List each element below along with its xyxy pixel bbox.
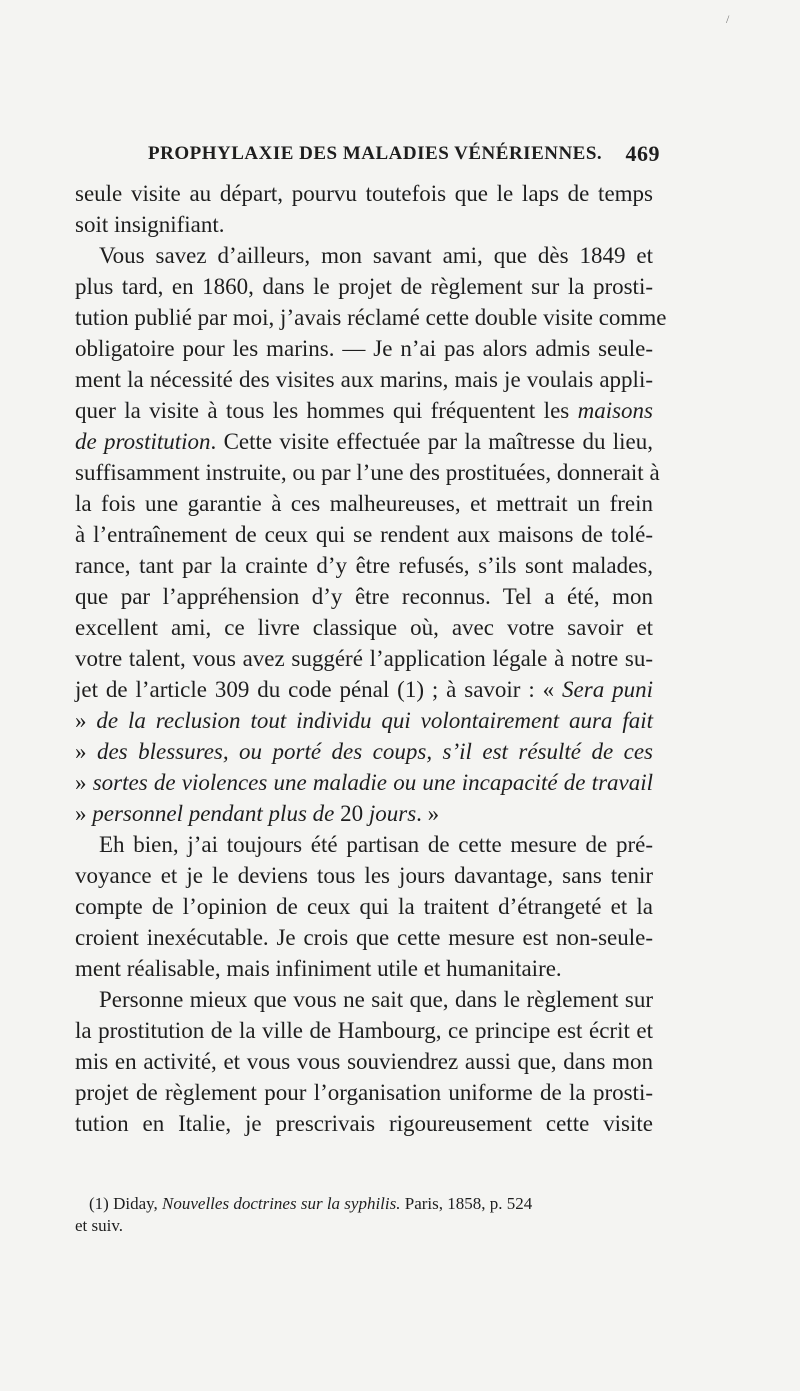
text-line: mis en activité, et vous vous souviendrez aussi que, dans mon xyxy=(75,1049,653,1074)
text-line: rance, tant par la crainte d’y être refusés, s’ils sont malades, xyxy=(75,553,653,578)
text-line: votre talent, vous avez suggéré l’application légale à notre su- xyxy=(75,646,653,671)
quote-line: » sortes de violences une maladie ou une incapacité de travail xyxy=(75,770,654,795)
footnote-continuation: et suiv. xyxy=(75,1216,124,1235)
text-line: voyance et je le deviens tous les jours davantage, sans tenir xyxy=(75,863,653,888)
text-line: la fois une garantie à ces malheureuses, et mettrait un frein xyxy=(75,491,653,516)
text-line: excellent ami, ce livre classique où, avec votre savoir et xyxy=(75,615,653,640)
text-line: de prostitution. Cette visite effectuée par la maîtresse du lieu, xyxy=(75,429,653,454)
text-line: ment réalisable, mais infiniment utile et humanitaire. xyxy=(75,956,562,981)
paragraph-start-line: Eh bien, j’ai toujours été partisan de cette mesure de pré- xyxy=(99,832,653,857)
footnote-marker: (1) xyxy=(89,1194,109,1213)
page-number: 469 xyxy=(625,141,660,166)
body-text xyxy=(75,178,667,1139)
text-line: seule visite au départ, pourvu toutefois que le laps de temps xyxy=(75,181,653,206)
text-line: obligatoire pour les marins. — Je n’ai pas alors admis seule- xyxy=(75,336,653,361)
text-line: projet de règlement pour l’organisation uniforme de la prosti- xyxy=(75,1080,653,1105)
text-line: quer la visite à tous les hommes qui fréquentent les maisons xyxy=(75,398,653,423)
text-line: ment la nécessité des visites aux marins, mais je voulais appli- xyxy=(75,367,653,392)
text-line: croient inexécutable. Je crois que cette mesure est non-seule- xyxy=(75,925,653,950)
text-line: tution publié par moi, j’avais réclamé cette double visite comme xyxy=(75,305,667,330)
quote-line: » personnel pendant plus de 20 jours. » xyxy=(75,801,440,826)
running-title: PROPHYLAXIE DES MALADIES VÉNÉRIENNES. xyxy=(148,143,603,164)
footnote-citation: Paris, 1858, p. 524 xyxy=(404,1194,533,1213)
footnote-title: Nouvelles doctrines sur la syphilis. xyxy=(162,1194,401,1213)
quote-line: » de la reclusion tout individu qui volontairement aura fait xyxy=(75,708,653,733)
paragraph-start-line: Vous savez d’ailleurs, mon savant ami, que dès 1849 et xyxy=(99,243,653,268)
paragraph-start-line: Personne mieux que vous ne sait que, dans le règlement sur xyxy=(99,987,653,1012)
running-header xyxy=(148,143,660,173)
text-line: compte de l’opinion de ceux qui la traitent d’étrangeté et la xyxy=(75,894,653,919)
footnote xyxy=(75,1193,653,1237)
text-line: à l’entraînement de ceux qui se rendent aux maisons de tolé- xyxy=(75,522,653,547)
text-line: tution en Italie, je prescrivais rigoureusement cette visite xyxy=(75,1111,653,1136)
text-line: que par l’appréhension d’y être reconnus. Tel a été, mon xyxy=(75,584,653,609)
text-line: la prostitution de la ville de Hambourg, ce principe est écrit et xyxy=(75,1018,653,1043)
stray-mark: / xyxy=(726,12,730,26)
footnote-line xyxy=(75,1193,653,1215)
text-line: soit insignifiant. xyxy=(75,212,225,237)
text-line: plus tard, en 1860, dans le projet de règlement sur la prosti- xyxy=(75,274,653,299)
text-line: jet de l’article 309 du code pénal (1) ; à savoir : « Sera puni xyxy=(75,677,653,702)
quote-line: » des blessures, ou porté des coups, s’il est résulté de ces xyxy=(75,739,653,764)
footnote-author: Diday, xyxy=(113,1194,158,1213)
text-line: suffisamment instruite, ou par l’une des prostituées, donnerait à xyxy=(75,460,660,485)
